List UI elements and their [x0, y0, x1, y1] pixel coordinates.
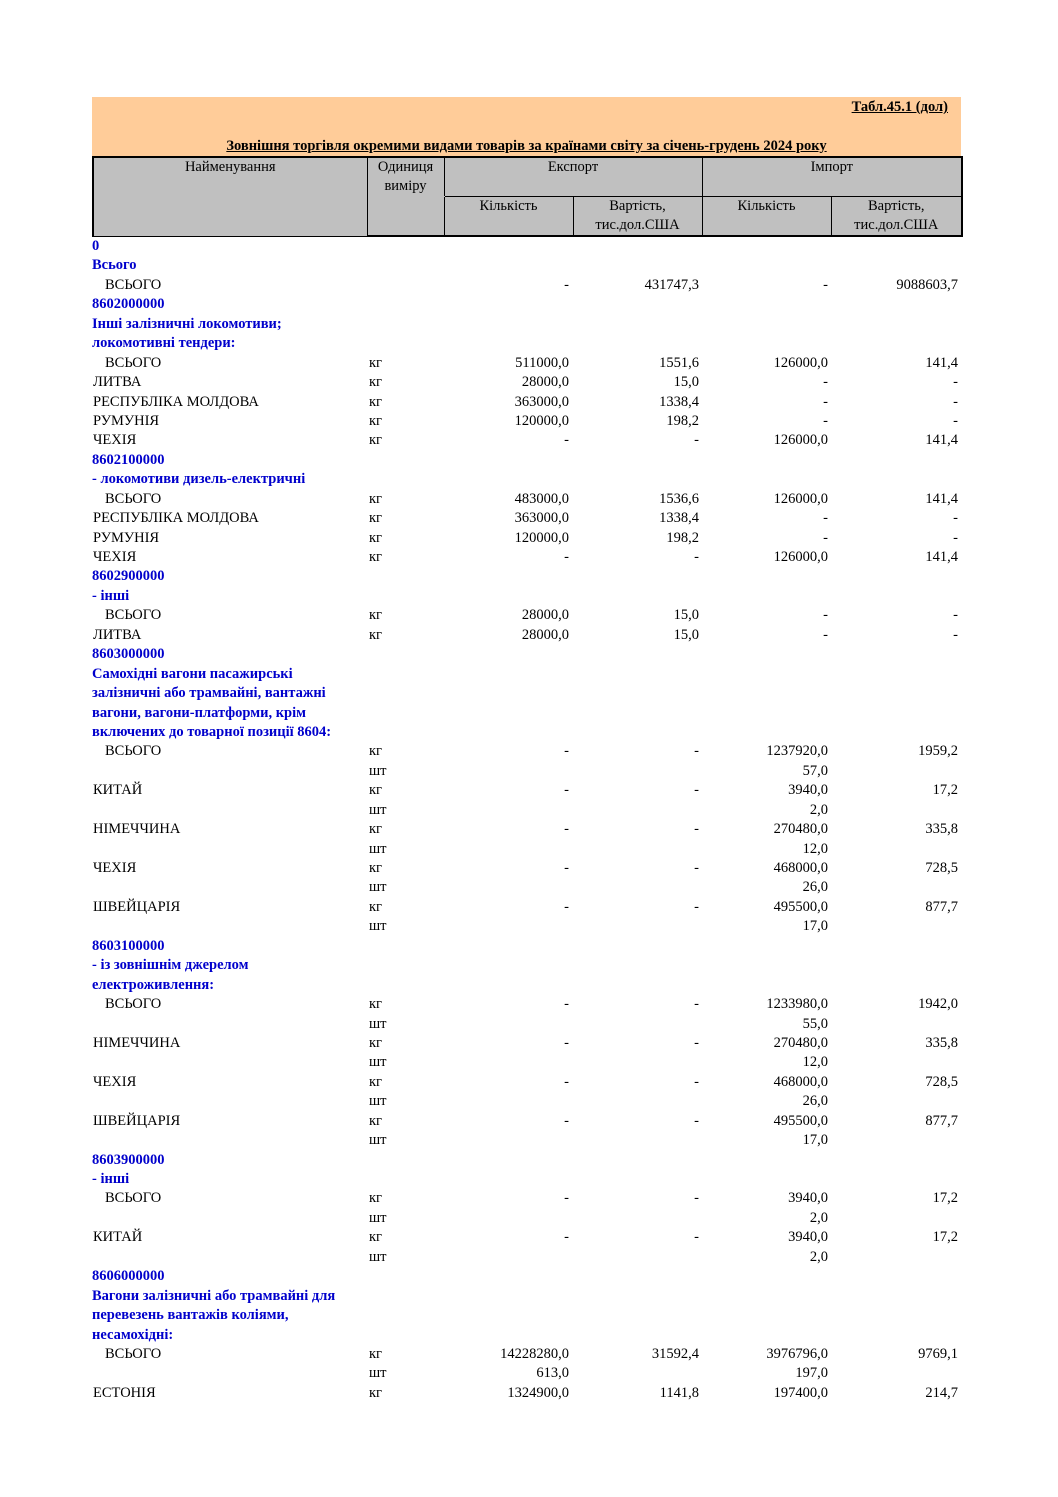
product-code-row: [92, 295, 961, 314]
import-quantity: 270480,0: [773, 1034, 828, 1051]
product-code-row: [92, 645, 961, 664]
table-row: [92, 1228, 961, 1247]
import-quantity: 126000,0: [773, 432, 828, 449]
country-name: ВСЬОГО: [105, 996, 162, 1013]
export-value: -: [694, 898, 699, 915]
product-code-row: [92, 1151, 961, 1170]
country-name: ШВЕЙЦАРІЯ: [93, 898, 181, 915]
country-name: ВСЬОГО: [105, 1345, 162, 1362]
product-code: 8603000000: [92, 646, 165, 663]
import-quantity: -: [823, 529, 828, 546]
country-name: РУМУНІЯ: [93, 529, 160, 546]
table-row: [92, 1364, 961, 1383]
unit-cell: шт: [369, 1248, 387, 1265]
unit-cell: кг: [369, 607, 382, 624]
unit-cell: кг: [369, 1073, 382, 1090]
export-quantity: 363000,0: [514, 393, 569, 410]
import-quantity: 468000,0: [773, 860, 828, 876]
country-name: РУМУНІЯ: [93, 412, 160, 429]
table-header: [92, 156, 963, 237]
import-value: 141,4: [925, 549, 958, 565]
product-code: 0: [92, 238, 100, 254]
import-quantity: -: [823, 607, 828, 624]
table-row: [92, 820, 961, 839]
product-name-row: [92, 704, 961, 723]
country-name: ВСЬОГО: [105, 1190, 162, 1207]
product-name-row: [92, 684, 961, 703]
import-value: 9088603,7: [896, 276, 958, 293]
header-import-value: Вартість, тис.дол.США: [831, 197, 962, 237]
unit-cell: шт: [369, 1093, 387, 1110]
product-code-row: [92, 1267, 961, 1286]
product-name: Самохідні вагони пасажирські: [92, 665, 293, 682]
unit-cell: кг: [369, 743, 382, 760]
country-name: КИТАЙ: [93, 1229, 143, 1246]
product-code-row: [92, 237, 961, 256]
unit-cell: шт: [369, 1132, 387, 1149]
country-name: ЛИТВА: [93, 374, 142, 391]
table-row: [92, 1112, 961, 1131]
import-value: 141,4: [925, 354, 958, 371]
export-value: 1338,4: [659, 510, 699, 527]
import-value: -: [953, 626, 958, 643]
import-value: 877,7: [925, 1112, 958, 1129]
export-value: -: [694, 1112, 699, 1129]
country-name: ЧЕХІЯ: [93, 549, 137, 565]
product-name-row: [92, 956, 961, 975]
country-name: КИТАЙ: [93, 782, 143, 799]
product-name: - інші: [92, 587, 130, 604]
table-row: [92, 859, 961, 878]
unit-cell: кг: [369, 1034, 382, 1051]
unit-cell: кг: [369, 821, 382, 838]
table-row: [92, 801, 961, 820]
import-value: 1959,2: [918, 743, 958, 760]
product-name-row: [92, 723, 961, 742]
export-quantity: -: [564, 1190, 569, 1207]
unit-cell: кг: [369, 1190, 382, 1207]
import-value: -: [953, 393, 958, 410]
unit-cell: кг: [369, 374, 382, 391]
unit-cell: кг: [369, 1112, 382, 1129]
import-quantity: 126000,0: [773, 354, 828, 371]
country-name: ВСЬОГО: [105, 354, 162, 371]
export-value: -: [694, 432, 699, 449]
product-code: 8602100000: [92, 451, 165, 468]
import-quantity: 495500,0: [773, 1112, 828, 1129]
export-value: 15,0: [673, 374, 699, 391]
product-name-row: [92, 256, 961, 275]
country-name: РЕСПУБЛІКА МОЛДОВА: [93, 393, 259, 410]
table-row: [92, 509, 961, 528]
export-value: 431747,3: [644, 276, 699, 293]
export-quantity: -: [564, 782, 569, 799]
export-quantity: 1324900,0: [507, 1384, 569, 1401]
import-quantity: 468000,0: [773, 1073, 828, 1090]
unit-cell: шт: [369, 1209, 387, 1226]
product-name: локомотивні тендери:: [92, 335, 236, 352]
export-value: 1338,4: [659, 393, 699, 410]
country-name: ВСЬОГО: [105, 276, 162, 293]
product-code-row: [92, 451, 961, 470]
export-value: -: [694, 1073, 699, 1090]
table-row: [92, 1131, 961, 1150]
product-name: залізничні або трамвайні, вантажні: [92, 685, 326, 702]
export-quantity: 483000,0: [514, 490, 569, 507]
unit-cell: кг: [369, 393, 382, 410]
export-value: 198,2: [666, 529, 699, 546]
table-row: [92, 898, 961, 917]
export-value: 31592,4: [651, 1345, 699, 1362]
product-code: 8602000000: [92, 296, 165, 313]
product-name-row: [92, 1170, 961, 1189]
table-row: [92, 742, 961, 761]
table-row: [92, 412, 961, 431]
export-quantity: -: [564, 821, 569, 838]
export-value: 15,0: [673, 607, 699, 624]
export-value: 1536,6: [659, 490, 699, 507]
country-name: ЛИТВА: [93, 626, 142, 643]
import-value: 141,4: [925, 432, 958, 449]
export-quantity: -: [564, 432, 569, 449]
import-value: -: [953, 529, 958, 546]
import-quantity: 17,0: [802, 918, 828, 935]
export-quantity: -: [564, 743, 569, 760]
unit-cell: кг: [369, 529, 382, 546]
export-quantity: 28000,0: [521, 607, 569, 624]
import-quantity: 12,0: [802, 1054, 828, 1071]
header-import-qty: Кількість: [702, 197, 831, 237]
table-row: [92, 606, 961, 625]
export-value: -: [694, 1229, 699, 1246]
country-name: ЧЕХІЯ: [93, 432, 137, 449]
product-name-row: [92, 470, 961, 489]
export-value: -: [694, 782, 699, 799]
import-quantity: 17,0: [802, 1132, 828, 1149]
export-value: -: [694, 996, 699, 1013]
unit-cell: шт: [369, 1015, 387, 1032]
import-quantity: 126000,0: [773, 549, 828, 565]
table-row: [92, 1189, 961, 1208]
page-title: Зовнішня торгівля окремими видами товарів за країнами світу за січень-грудень 2024 року: [226, 138, 827, 154]
table-row: [92, 393, 961, 412]
country-name: ЧЕХІЯ: [93, 1073, 137, 1090]
import-value: -: [953, 510, 958, 527]
import-quantity: 495500,0: [773, 898, 828, 915]
table-row: [92, 548, 961, 567]
export-quantity: 120000,0: [514, 529, 569, 546]
product-name: - із зовнішнім джерелом: [92, 957, 249, 974]
import-value: 214,7: [925, 1384, 958, 1401]
country-name: ШВЕЙЦАРІЯ: [93, 1112, 181, 1129]
country-name: ВСЬОГО: [105, 607, 162, 624]
product-code-row: [92, 937, 961, 956]
header-unit-blank: [367, 197, 444, 237]
header-export-qty: Кількість: [444, 197, 573, 237]
import-value: 728,5: [925, 860, 958, 876]
export-value: -: [694, 1190, 699, 1207]
import-value: 17,2: [932, 1190, 958, 1207]
table-row: [92, 1053, 961, 1072]
export-quantity: 28000,0: [521, 374, 569, 391]
product-name-row: [92, 587, 961, 606]
export-quantity: -: [564, 996, 569, 1013]
export-quantity: -: [564, 860, 569, 876]
table-row: [92, 490, 961, 509]
table-row: [92, 878, 961, 897]
product-name-row: [92, 334, 961, 353]
export-value: -: [694, 821, 699, 838]
product-name: включених до товарної позиції 8604:: [92, 723, 332, 740]
import-quantity: 12,0: [802, 840, 828, 857]
header-export: Експорт: [444, 157, 702, 197]
header-unit: Одиниця виміру: [367, 157, 444, 197]
import-quantity: 26,0: [802, 879, 828, 896]
import-value: 877,7: [925, 898, 958, 915]
product-name-row: [92, 315, 961, 334]
import-quantity: 1233980,0: [766, 996, 828, 1013]
product-name: перевезень вантажів коліями,: [92, 1307, 289, 1324]
export-quantity: 511000,0: [515, 354, 569, 371]
import-quantity: 3976796,0: [766, 1345, 828, 1362]
table-body: [92, 237, 961, 1403]
product-code-row: [92, 567, 961, 586]
table-row: [92, 781, 961, 800]
header-import: Імпорт: [702, 157, 962, 197]
country-name: НІМЕЧЧИНА: [93, 821, 181, 838]
import-value: 141,4: [925, 490, 958, 507]
export-quantity: -: [564, 276, 569, 293]
import-quantity: -: [823, 510, 828, 527]
import-quantity: 197400,0: [773, 1384, 828, 1401]
export-quantity: -: [564, 898, 569, 915]
export-quantity: 14228280,0: [500, 1345, 569, 1362]
export-value: 1551,6: [659, 354, 699, 371]
table-row: [92, 1384, 961, 1403]
export-value: -: [694, 860, 699, 876]
unit-cell: шт: [369, 918, 387, 935]
table-row: [92, 1345, 961, 1364]
import-quantity: 126000,0: [773, 490, 828, 507]
country-name: ВСЬОГО: [105, 743, 162, 760]
import-quantity: -: [823, 276, 828, 293]
country-name: ВСЬОГО: [105, 490, 162, 507]
import-quantity: 26,0: [802, 1093, 828, 1110]
import-quantity: 2,0: [809, 1248, 828, 1265]
product-name: несамохідні:: [92, 1326, 174, 1343]
unit-cell: кг: [369, 510, 382, 527]
export-quantity: 363000,0: [514, 510, 569, 527]
country-name: РЕСПУБЛІКА МОЛДОВА: [93, 510, 259, 527]
product-name-row: [92, 1306, 961, 1325]
export-quantity: 120000,0: [514, 412, 569, 429]
table-row: [92, 373, 961, 392]
export-quantity: 613,0: [536, 1365, 569, 1382]
import-value: -: [953, 374, 958, 391]
product-code: 8603900000: [92, 1151, 165, 1168]
import-quantity: -: [823, 393, 828, 410]
import-quantity: -: [823, 412, 828, 429]
export-value: -: [694, 1034, 699, 1051]
table-row: [92, 1209, 961, 1228]
document-page: [92, 97, 961, 1403]
import-quantity: 57,0: [802, 762, 828, 779]
table-row: [92, 431, 961, 450]
import-quantity: -: [823, 626, 828, 643]
unit-cell: шт: [369, 1054, 387, 1071]
product-name: Всього: [92, 257, 137, 274]
export-value: 15,0: [673, 626, 699, 643]
product-code: 8602900000: [92, 568, 165, 585]
unit-cell: кг: [369, 549, 382, 565]
unit-cell: шт: [369, 762, 387, 779]
unit-cell: шт: [369, 840, 387, 857]
product-name: - локомотиви дизель-електричні: [92, 471, 306, 488]
product-code: 8603100000: [92, 937, 165, 954]
import-quantity: 2,0: [809, 1209, 828, 1226]
table-row: [92, 995, 961, 1014]
unit-cell: кг: [369, 1229, 382, 1246]
product-name-row: [92, 976, 961, 995]
unit-cell: кг: [369, 1384, 382, 1401]
import-quantity: -: [823, 374, 828, 391]
import-quantity: 2,0: [809, 801, 828, 818]
export-quantity: -: [564, 549, 569, 565]
export-value: -: [694, 743, 699, 760]
product-name: Вагони залізничні або трамвайні для: [92, 1287, 336, 1304]
product-name-row: [92, 665, 961, 684]
export-value: 1141,8: [659, 1384, 699, 1401]
unit-cell: кг: [369, 626, 382, 643]
table-row: [92, 1092, 961, 1111]
table-row: [92, 1015, 961, 1034]
table-row: [92, 626, 961, 645]
import-value: -: [953, 412, 958, 429]
export-value: 198,2: [666, 412, 699, 429]
export-quantity: -: [564, 1112, 569, 1129]
unit-cell: кг: [369, 412, 382, 429]
import-quantity: 3940,0: [788, 1229, 828, 1246]
import-quantity: 270480,0: [773, 821, 828, 838]
country-name: ЧЕХІЯ: [93, 860, 137, 876]
export-quantity: -: [564, 1229, 569, 1246]
unit-cell: кг: [369, 996, 382, 1013]
table-row: [92, 1034, 961, 1053]
table-row: [92, 1073, 961, 1092]
import-value: 17,2: [932, 782, 958, 799]
unit-cell: кг: [369, 898, 382, 915]
country-name: ЕСТОНІЯ: [93, 1384, 156, 1401]
import-quantity: 3940,0: [788, 782, 828, 799]
import-quantity: 1237920,0: [766, 743, 828, 760]
header-name: Найменування: [93, 157, 367, 236]
unit-cell: кг: [369, 354, 382, 371]
table-row: [92, 840, 961, 859]
import-value: 9769,1: [918, 1345, 958, 1362]
unit-cell: кг: [369, 860, 382, 876]
table-row: [92, 1248, 961, 1267]
product-name-row: [92, 1326, 961, 1345]
import-value: 1942,0: [918, 996, 958, 1013]
header-export-value: Вартість, тис.дол.США: [573, 197, 702, 237]
table-row: [92, 276, 961, 295]
import-quantity: 197,0: [795, 1365, 828, 1382]
product-name: - інші: [92, 1171, 130, 1187]
country-name: НІМЕЧЧИНА: [93, 1034, 181, 1051]
table-reference: Табл.45.1 (дол): [851, 99, 948, 115]
import-value: 17,2: [932, 1229, 958, 1246]
import-value: -: [953, 607, 958, 624]
import-value: 335,8: [925, 821, 958, 838]
unit-cell: шт: [369, 1365, 387, 1382]
product-code: 8606000000: [92, 1268, 165, 1285]
product-name: вагони, вагони-платформи, крім: [92, 704, 307, 721]
import-quantity: 55,0: [802, 1015, 828, 1032]
table-row: [92, 917, 961, 936]
unit-cell: кг: [369, 1345, 382, 1362]
unit-cell: кг: [369, 782, 382, 799]
import-value: 728,5: [925, 1073, 958, 1090]
export-quantity: 28000,0: [521, 626, 569, 643]
table-row: [92, 529, 961, 548]
product-name-row: [92, 1287, 961, 1306]
unit-cell: кг: [369, 490, 382, 507]
export-quantity: -: [564, 1034, 569, 1051]
unit-cell: шт: [369, 879, 387, 896]
unit-cell: шт: [369, 801, 387, 818]
table-row: [92, 354, 961, 373]
table-row: [92, 762, 961, 781]
unit-cell: кг: [369, 432, 382, 449]
import-value: 335,8: [925, 1034, 958, 1051]
product-name: Інші залізничні локомотиви;: [92, 315, 282, 332]
export-quantity: -: [564, 1073, 569, 1090]
import-quantity: 3940,0: [788, 1190, 828, 1207]
export-value: -: [694, 549, 699, 565]
title-banner: [92, 97, 961, 156]
product-name: електроживлення:: [92, 976, 215, 993]
